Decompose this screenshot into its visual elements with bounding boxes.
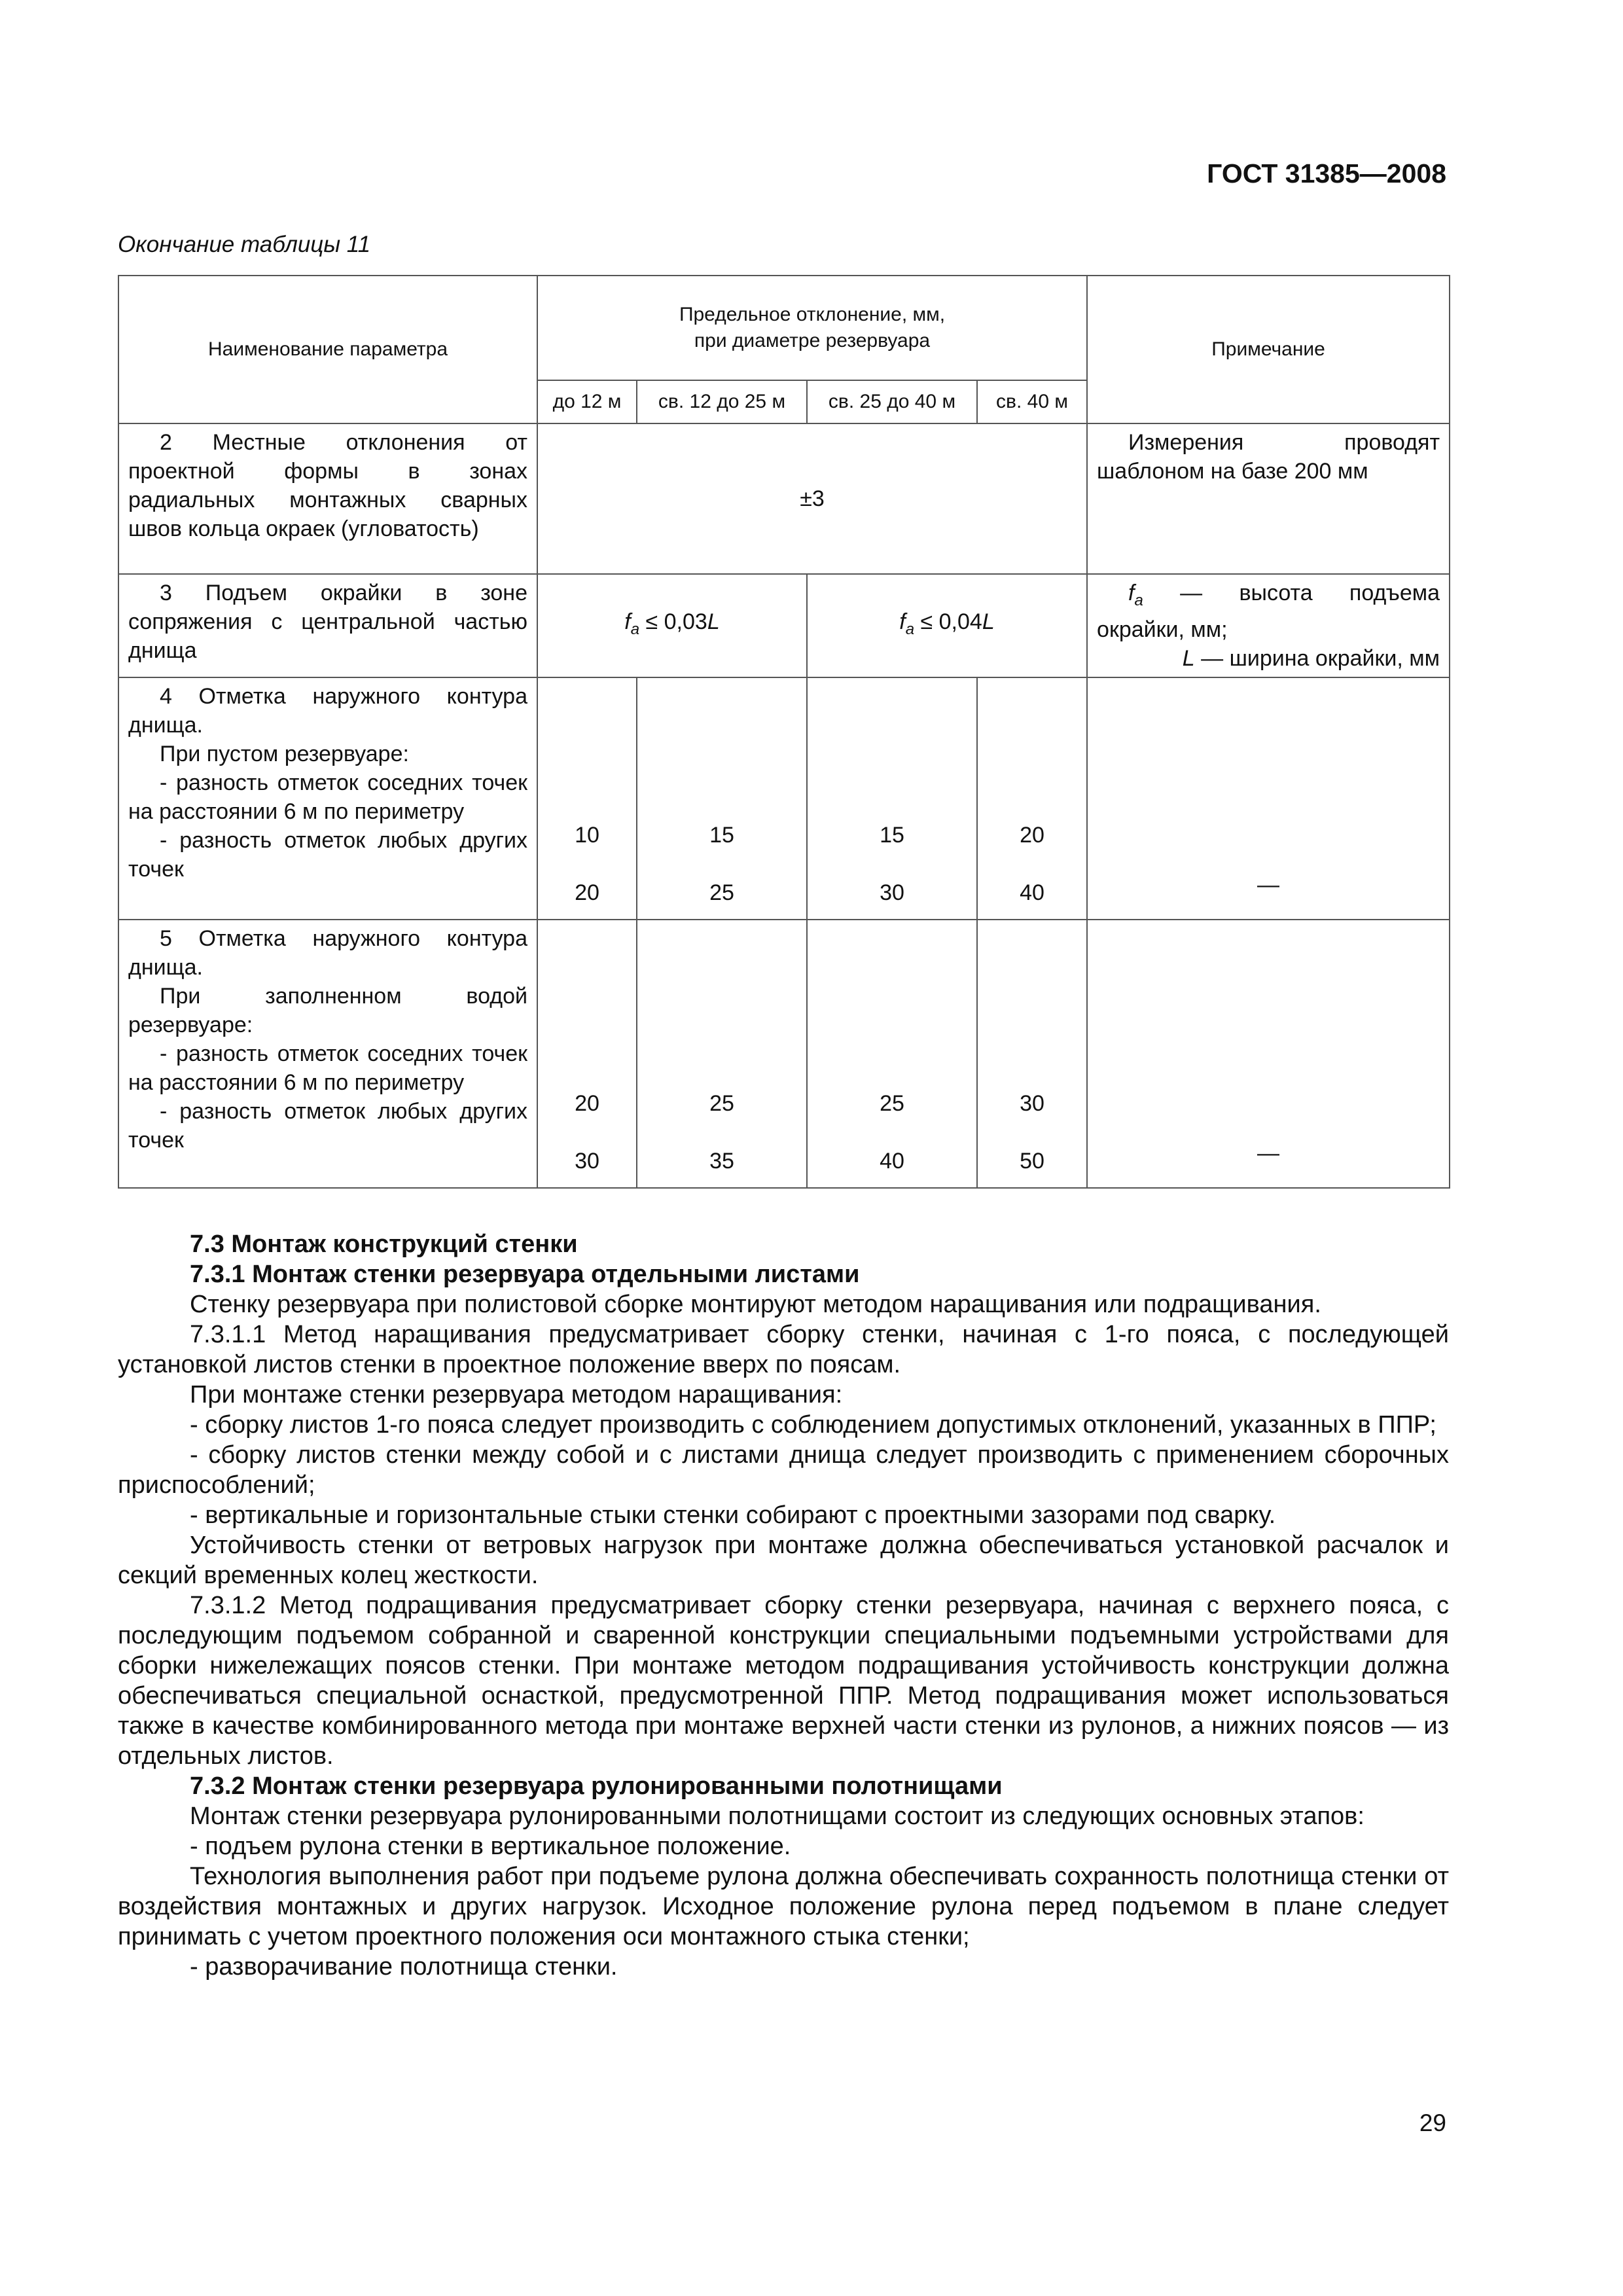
row-4-line2: При пустом резервуаре: xyxy=(160,741,409,766)
row-3-note xyxy=(1087,574,1450,677)
header-col-3: св. 25 до 40 м xyxy=(807,380,977,423)
row-5-col-2 xyxy=(637,920,807,1188)
row-4-col-2-b: 25 xyxy=(709,880,734,905)
row-3-name xyxy=(118,574,537,677)
row-4-col-1 xyxy=(537,677,637,920)
table-header-row xyxy=(118,276,1450,380)
header-col-4: св. 40 м xyxy=(977,380,1087,423)
row-3-value-large xyxy=(807,574,1087,677)
table-row xyxy=(118,423,1450,574)
row-5-col-1-b: 30 xyxy=(575,1148,599,1174)
row-4-col-3 xyxy=(807,677,977,920)
document-id: ГОСТ 31385—2008 xyxy=(1207,158,1446,188)
row-3-large-sub: a xyxy=(905,620,915,638)
row-4-col-3-b: 30 xyxy=(880,880,904,905)
header-deviation-line2: при диаметре резервуара xyxy=(694,330,931,351)
row-4-col-4-b: 40 xyxy=(1020,880,1044,905)
row-5-col-4-b: 50 xyxy=(1020,1148,1044,1174)
row-3-note-sub1: a xyxy=(1134,591,1143,609)
row-5-col-4 xyxy=(977,920,1087,1188)
paragraph: Монтаж стенки резервуара рулонированными полотнищами состоит из следующих основных этапов: xyxy=(190,1803,1364,1830)
row-5-col-3-a: 25 xyxy=(880,1090,904,1116)
row-3-name-text: 3 Подъем окрайки в зоне сопряжения с центральной частью днища xyxy=(128,581,527,663)
row-5-col-4-a: 30 xyxy=(1020,1090,1044,1116)
table-row xyxy=(118,677,1450,920)
row-3-note-var1: f xyxy=(1128,581,1135,605)
row-3-note-var2: L xyxy=(1182,645,1195,671)
row-5-col-1 xyxy=(537,920,637,1188)
row-2-name-text: 2 Местные отклонения от проектной формы в зонах радиальных монтажных сварных швов кольца окраек (угловатость) xyxy=(128,430,527,541)
page-number: 29 xyxy=(1419,2109,1446,2136)
list-item: - разворачивание полотнища стенки. xyxy=(190,1953,618,1981)
paragraph: Устойчивость стенки от ветровых нагрузок при монтаже должна обеспечиваться установкой расчалок и секций временных колец жесткости. xyxy=(118,1532,1449,1589)
row-3-note-rest2: — ширина окрайки, мм xyxy=(1194,645,1440,671)
paragraph: 7.3.1.2 Метод подращивания предусматривает сборку стенки резервуара, начиная с верхнего пояса, с последующим подъемом собранной и сваренной конструкции специальными подъемными устройствами для сборки нижележащих поясов стенки. При монтаже методом подращивания устойчивость конструкции должна обеспечиваться специальной оснасткой, предусмотренной ППР. Метод подращивания может использоваться также в качестве комбинированного метода при монтаже верхней части стенки из рулонов, а нижних поясов — из отдельных листов. xyxy=(118,1592,1449,1770)
paragraph: Стенку резервуара при полистовой сборке монтируют методом наращивания или подращивания. xyxy=(190,1291,1321,1318)
row-3-small-L: L xyxy=(707,609,720,634)
list-item: - подъем рулона стенки в вертикальное положение. xyxy=(190,1833,791,1860)
row-4-col-4 xyxy=(977,677,1087,920)
header-col-1: до 12 м xyxy=(537,380,637,423)
row-4-col-2-a: 15 xyxy=(709,822,734,848)
row-4-col-2 xyxy=(637,677,807,920)
row-5-col-2-b: 35 xyxy=(709,1148,734,1174)
row-3-large-var: f xyxy=(899,609,906,634)
row-2-note xyxy=(1087,423,1450,574)
section-heading-7-3-2: 7.3.2 Монтаж стенки резервуара рулонированными полотнищами xyxy=(190,1772,1003,1800)
header-deviation xyxy=(537,276,1087,380)
section-heading-7-3: 7.3 Монтаж конструкций стенки xyxy=(190,1230,578,1258)
row-3-small-rest: ≤ 0,03 xyxy=(639,609,707,634)
row-5-col-1-a: 20 xyxy=(575,1090,599,1116)
header-col-2: св. 12 до 25 м xyxy=(637,380,807,423)
row-4-line3: - разность отметок соседних точек на расстоянии 6 м по периметру xyxy=(128,770,527,824)
body-text xyxy=(118,1229,1449,1982)
row-4-col-4-a: 20 xyxy=(1020,822,1044,848)
row-4-name xyxy=(118,677,537,920)
row-3-value-small xyxy=(537,574,807,677)
row-5-note: — xyxy=(1087,920,1450,1188)
row-2-name xyxy=(118,423,537,574)
row-4-col-1-b: 20 xyxy=(575,880,599,905)
row-2-value: ±3 xyxy=(537,423,1087,574)
row-5-col-2-a: 25 xyxy=(709,1090,734,1116)
row-5-col-3 xyxy=(807,920,977,1188)
row-4-line1: 4 Отметка наружного контура днища. xyxy=(128,683,527,738)
table-row xyxy=(118,574,1450,677)
table-row xyxy=(118,920,1450,1188)
paragraph: При монтаже стенки резервуара методом наращивания: xyxy=(190,1381,843,1408)
row-3-note-line1 xyxy=(1097,579,1440,644)
paragraph: 7.3.1.1 Метод наращивания предусматривает сборку стенки, начиная с 1-го пояса, с последующей установкой листов стенки в проектное положение вверх по поясам. xyxy=(118,1321,1449,1378)
table-11 xyxy=(118,275,1450,1189)
row-3-large-L: L xyxy=(982,609,995,634)
row-5-line4: - разность отметок любых других точек xyxy=(128,1098,527,1153)
row-4-line4: - разность отметок любых других точек xyxy=(128,827,527,882)
row-5-line2: При заполненном водой резервуаре: xyxy=(128,983,527,1037)
table-caption: Окончание таблицы 11 xyxy=(118,232,371,257)
list-item: - сборку листов 1-го пояса следует производить с соблюдением допустимых отклонений, указанных в ППР; xyxy=(190,1411,1436,1439)
row-4-col-3-a: 15 xyxy=(880,822,904,848)
row-3-note-rest1: — высота подъема окрайки, мм; xyxy=(1097,581,1440,642)
row-2-note-text: Измерения проводят шаблоном на базе 200 мм xyxy=(1097,430,1440,484)
row-5-col-3-b: 40 xyxy=(880,1148,904,1174)
row-5-line3: - разность отметок соседних точек на расстоянии 6 м по периметру xyxy=(128,1041,527,1095)
list-item: - вертикальные и горизонтальные стыки стенки собирают с проектными зазорами под сварку. xyxy=(190,1501,1276,1529)
paragraph: Технология выполнения работ при подъеме рулона должна обеспечивать сохранность полотнища стенки от воздействия монтажных и других нагрузок. Исходное положение рулона перед подъемом в плане следует принимать с учетом проектного положения оси монтажного стыка стенки; xyxy=(118,1863,1449,1950)
row-4-col-1-a: 10 xyxy=(575,822,599,848)
row-5-name xyxy=(118,920,537,1188)
row-3-note-line2 xyxy=(1097,644,1440,673)
header-param: Наименование параметра xyxy=(118,276,537,423)
row-3-small-sub: a xyxy=(630,620,640,638)
row-4-note: — xyxy=(1087,677,1450,920)
header-note: Примечание xyxy=(1087,276,1450,423)
list-item: - сборку листов стенки между собой и с листами днища следует производить с применением сборочных приспособлений; xyxy=(118,1441,1449,1499)
header-deviation-line1: Предельное отклонение, мм, xyxy=(679,304,946,325)
row-5-line1: 5 Отметка наружного контура днища. xyxy=(128,925,527,980)
section-heading-7-3-1: 7.3.1 Монтаж стенки резервуара отдельными листами xyxy=(190,1261,860,1288)
row-3-small-var: f xyxy=(624,609,631,634)
row-3-large-rest: ≤ 0,04 xyxy=(914,609,982,634)
